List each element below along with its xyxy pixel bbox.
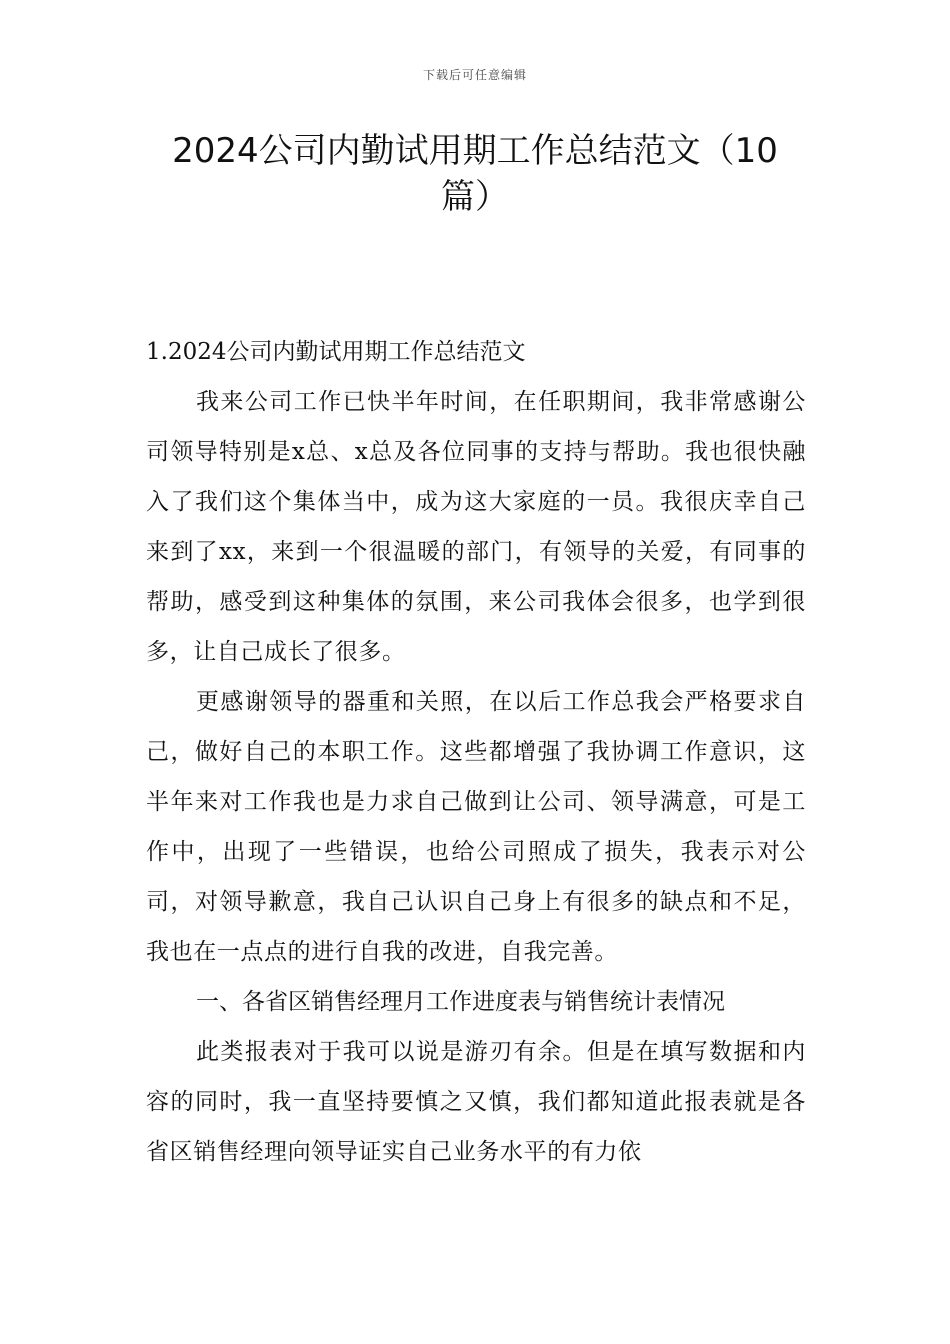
paragraph-3: 此类报表对于我可以说是游刃有余。但是在填写数据和内容的同时，我一直坚持要慎之又慎，我们都知道此报表就是各省区销售经理向领导证实自己业务水平的有力依 (146, 1039, 806, 1165)
paragraph-1: 我来公司工作已快半年时间，在任职期间，我非常感谢公司领导特别是x总、x总及各位同事的支持与帮助。我也很快融入了我们这个集体当中，成为这大家庭的一员。我很庆幸自己来到了xx，来到一个很温暖的部门，有领导的关爱，有同事的帮助，感受到这种集体的氛围，来公司我体会很多，也学到很多，让自己成长了很多。 (146, 389, 806, 665)
paragraph-2: 更感谢领导的器重和关照，在以后工作总我会严格要求自己，做好自己的本职工作。这些都增强了我协调工作意识，这半年来对工作我也是力求自己做到让公司、领导满意，可是工作中，出现了一些错误，也给公司照成了损失，我表示对公司，对领导歉意，我自己认识自己身上有很多的缺点和不足，我也在一点点的进行自我的改进，自我完善。 (146, 689, 806, 965)
document-body (146, 327, 806, 1177)
header-note: 下载后可任意编辑 (422, 68, 527, 82)
sub-heading-1: 一、各省区销售经理月工作进度表与销售统计表情况 (196, 989, 725, 1015)
section-title: 1.2024公司内勤试用期工作总结范文 (146, 339, 526, 365)
document-title: 2024公司内勤试用期工作总结范文（10篇） (172, 131, 778, 217)
